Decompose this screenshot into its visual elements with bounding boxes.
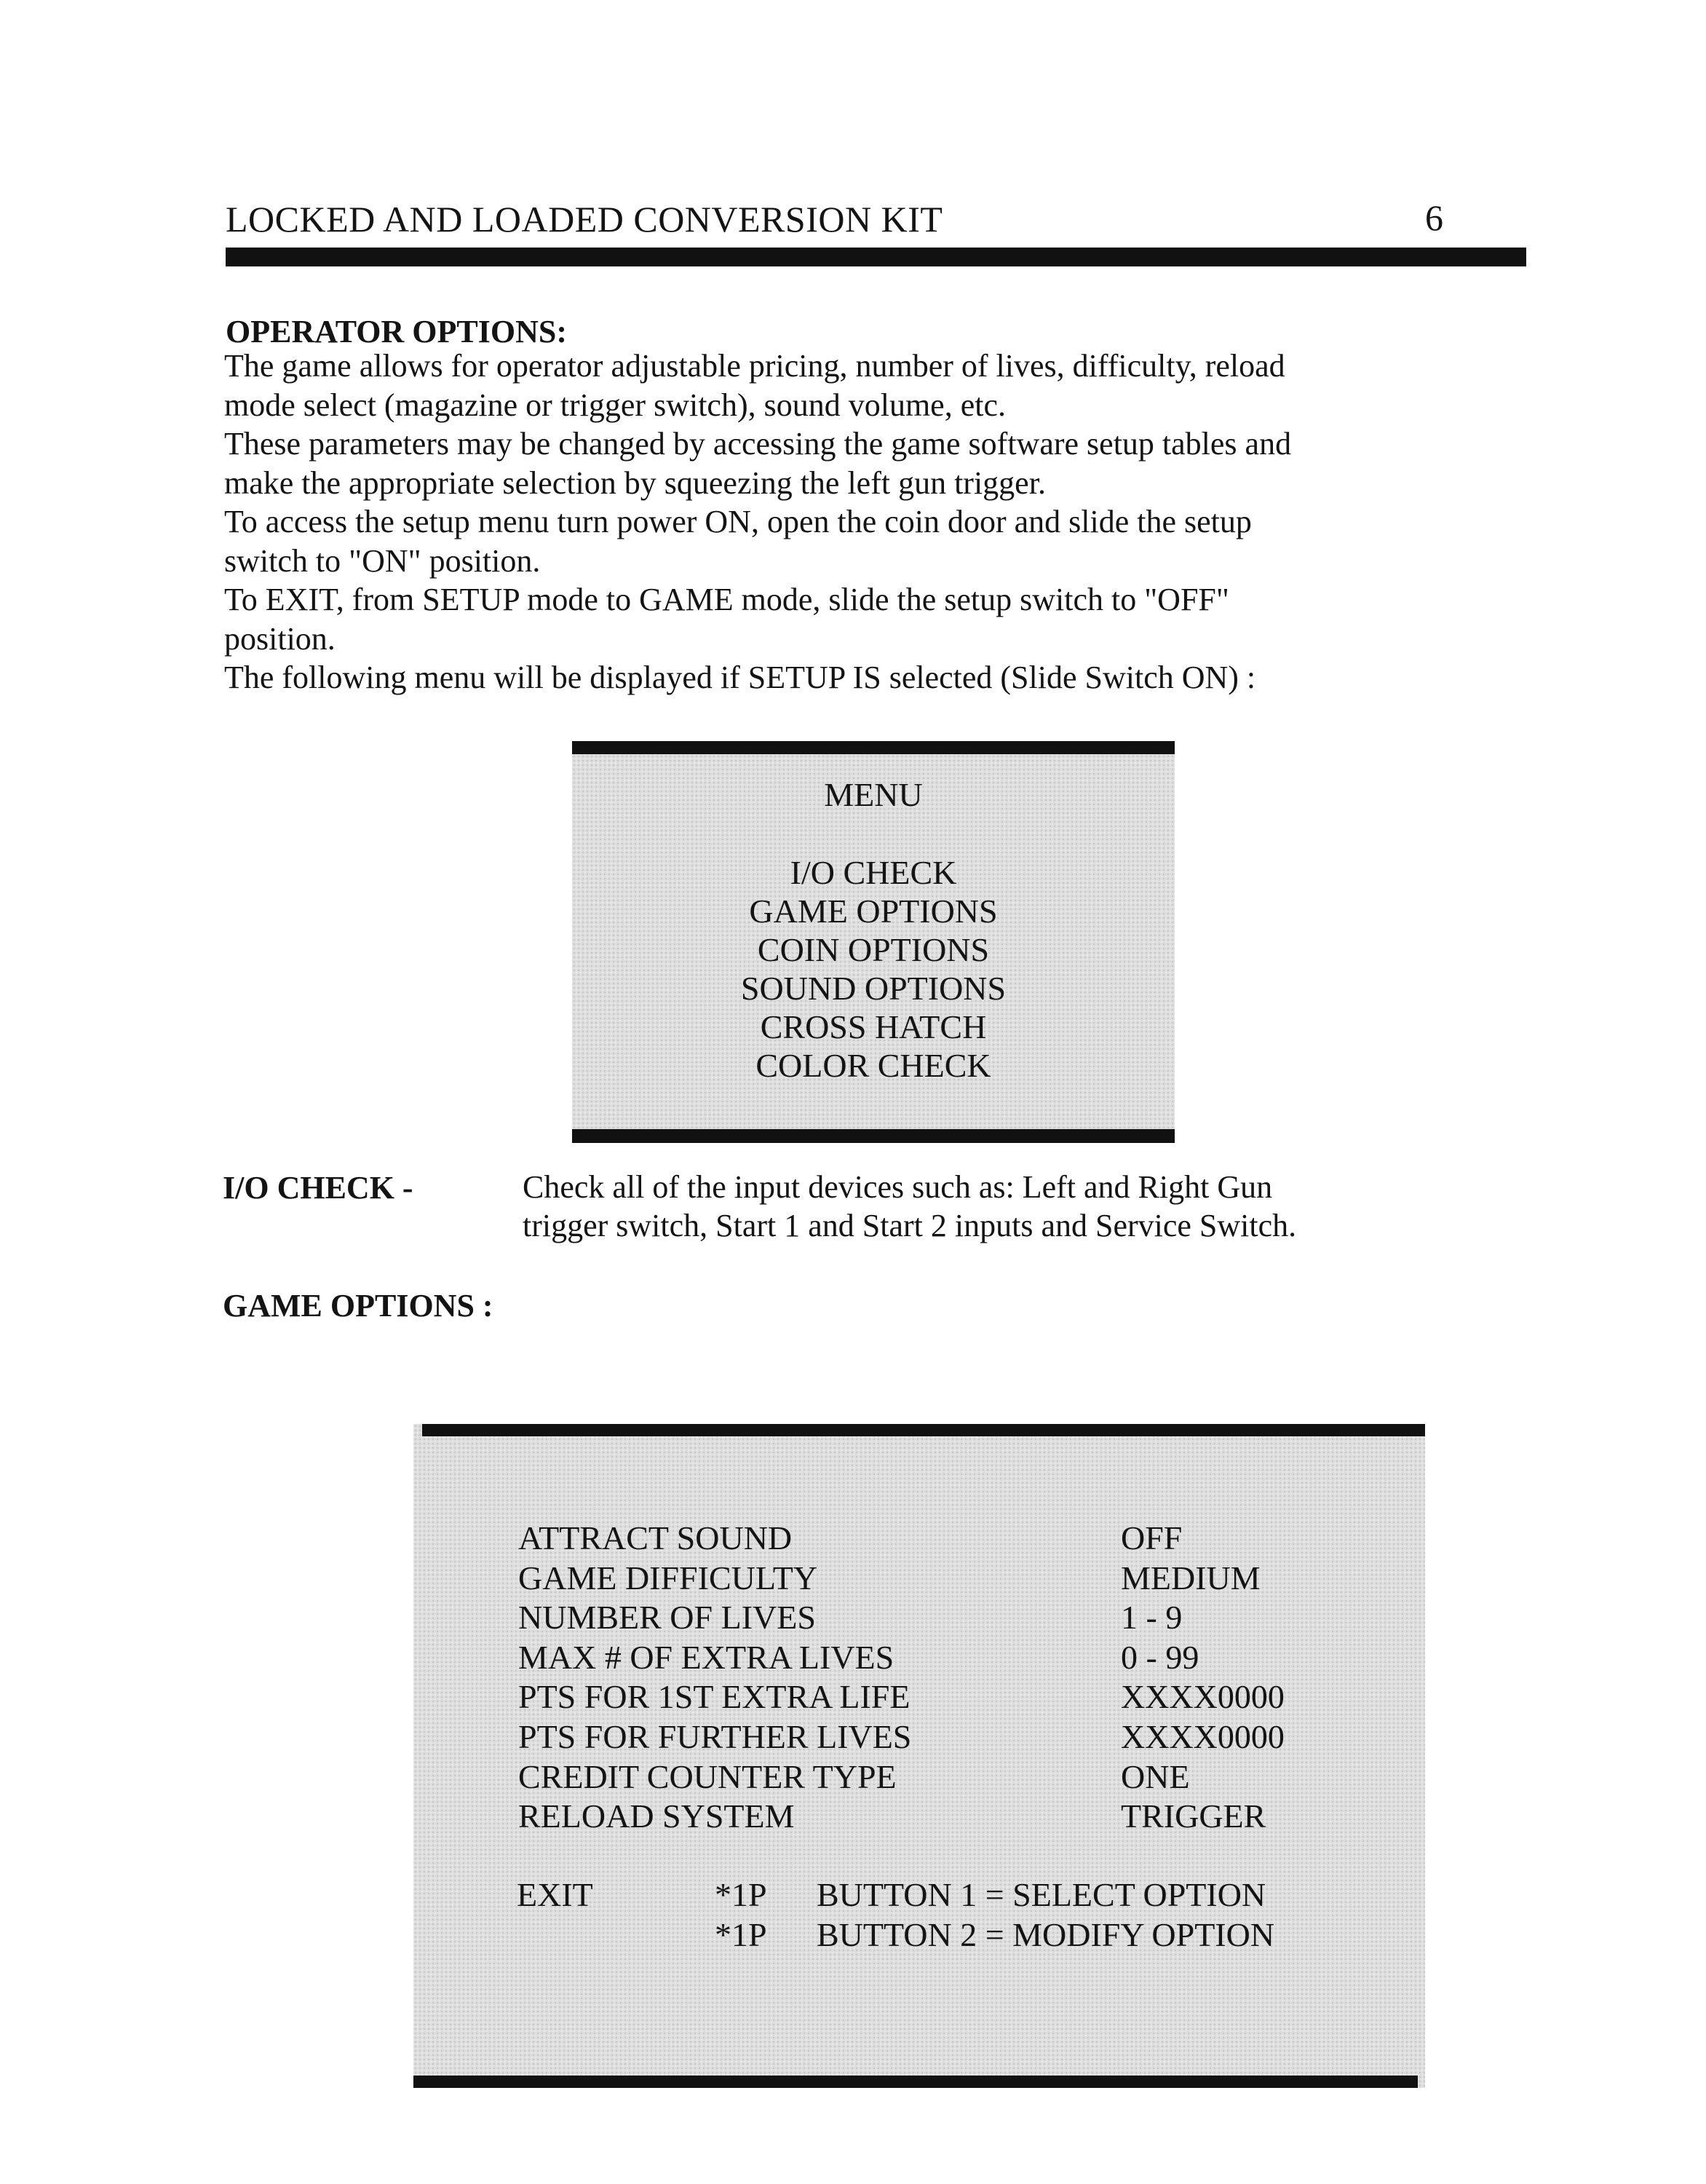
page-number: 6 — [1425, 197, 1443, 238]
game-options-table — [518, 1519, 1355, 1837]
option-row — [518, 1638, 1355, 1678]
operator-options-line: To EXIT, from SETUP mode to GAME mode, slide the setup switch to "OFF" — [224, 582, 1229, 617]
operator-options-line: To access the setup menu turn power ON, open the coin door and slide the setup — [224, 504, 1252, 539]
option-value: XXXX0000 — [1121, 1678, 1285, 1716]
option-row — [518, 1519, 1355, 1559]
exit-player: *1P — [715, 1916, 767, 1953]
option-row — [518, 1677, 1355, 1717]
option-row — [518, 1797, 1355, 1837]
menu-item-color-check: COLOR CHECK — [755, 1047, 991, 1084]
operator-options-line: make the appropriate selection by squeezing the left gun trigger. — [224, 464, 1046, 501]
operator-options-line: The following menu will be displayed if SETUP IS selected (Slide Switch ON) : — [224, 660, 1256, 695]
option-row — [518, 1559, 1355, 1599]
option-name: RELOAD SYSTEM — [518, 1797, 795, 1835]
option-row — [518, 1757, 1355, 1797]
operator-options-line: mode select (magazine or trigger switch), sound volume, etc. — [224, 387, 1006, 423]
option-name: ATTRACT SOUND — [518, 1519, 793, 1556]
option-value: OFF — [1121, 1519, 1183, 1556]
menu-item-sound-options: SOUND OPTIONS — [740, 970, 1007, 1007]
operator-options-line: position. — [224, 620, 336, 657]
option-row — [518, 1598, 1355, 1638]
option-row — [518, 1717, 1355, 1757]
menu-item-game-options: GAME OPTIONS — [749, 893, 998, 930]
operator-options-line: switch to "ON" position. — [224, 542, 541, 579]
exit-button-text: BUTTON 1 = SELECT OPTION — [817, 1876, 1266, 1913]
operator-options-heading: OPERATOR OPTIONS: — [226, 314, 567, 349]
menu-item-io-check: I/O CHECK — [790, 854, 957, 891]
header-rule — [226, 248, 1526, 266]
menu-title: MENU — [824, 776, 923, 813]
menu-list — [572, 853, 1175, 1085]
exit-instructions — [517, 1875, 1390, 1955]
menu-panel-top-rule — [572, 741, 1175, 754]
exit-button-text: BUTTON 2 = MODIFY OPTION — [817, 1916, 1275, 1953]
option-value: XXXX0000 — [1121, 1717, 1285, 1755]
operator-options-text — [224, 347, 1534, 697]
exit-label: EXIT — [517, 1876, 593, 1913]
option-name: NUMBER OF LIVES — [518, 1599, 816, 1637]
game-options-heading: GAME OPTIONS : — [223, 1288, 493, 1324]
game-panel-bottom-rule — [413, 2076, 1418, 2088]
option-name: GAME DIFFICULTY — [518, 1559, 818, 1597]
io-check-label: I/O CHECK - — [223, 1170, 413, 1206]
exit-row — [517, 1875, 1390, 1915]
io-check-line: Check all of the input devices such as: Left and Right Gun — [523, 1169, 1273, 1205]
option-name: PTS FOR FURTHER LIVES — [518, 1717, 912, 1755]
io-check-line: trigger switch, Start 1 and Start 2 inputs and Service Switch. — [523, 1208, 1297, 1243]
menu-item-coin-options: COIN OPTIONS — [757, 931, 990, 968]
game-panel-top-rule — [422, 1424, 1425, 1436]
io-check-description — [523, 1168, 1296, 1245]
menu-item-cross-hatch: CROSS HATCH — [760, 1008, 987, 1045]
operator-options-line: The game allows for operator adjustable pricing, number of lives, difficulty, reload — [224, 348, 1285, 384]
option-value: MEDIUM — [1121, 1559, 1261, 1597]
option-value: ONE — [1121, 1757, 1190, 1795]
operator-options-line: These parameters may be changed by accessing the game software setup tables and — [224, 426, 1292, 462]
page-title: LOCKED AND LOADED CONVERSION KIT — [226, 199, 943, 240]
exit-player: *1P — [715, 1876, 767, 1913]
option-name: CREDIT COUNTER TYPE — [518, 1757, 897, 1795]
option-value: 1 - 9 — [1121, 1599, 1183, 1637]
option-value: 0 - 99 — [1121, 1638, 1199, 1676]
option-name: PTS FOR 1ST EXTRA LIFE — [518, 1678, 910, 1716]
option-name: MAX # OF EXTRA LIVES — [518, 1638, 894, 1676]
exit-row — [517, 1915, 1390, 1955]
option-value: TRIGGER — [1121, 1797, 1266, 1835]
menu-panel-bottom-rule — [572, 1129, 1175, 1143]
